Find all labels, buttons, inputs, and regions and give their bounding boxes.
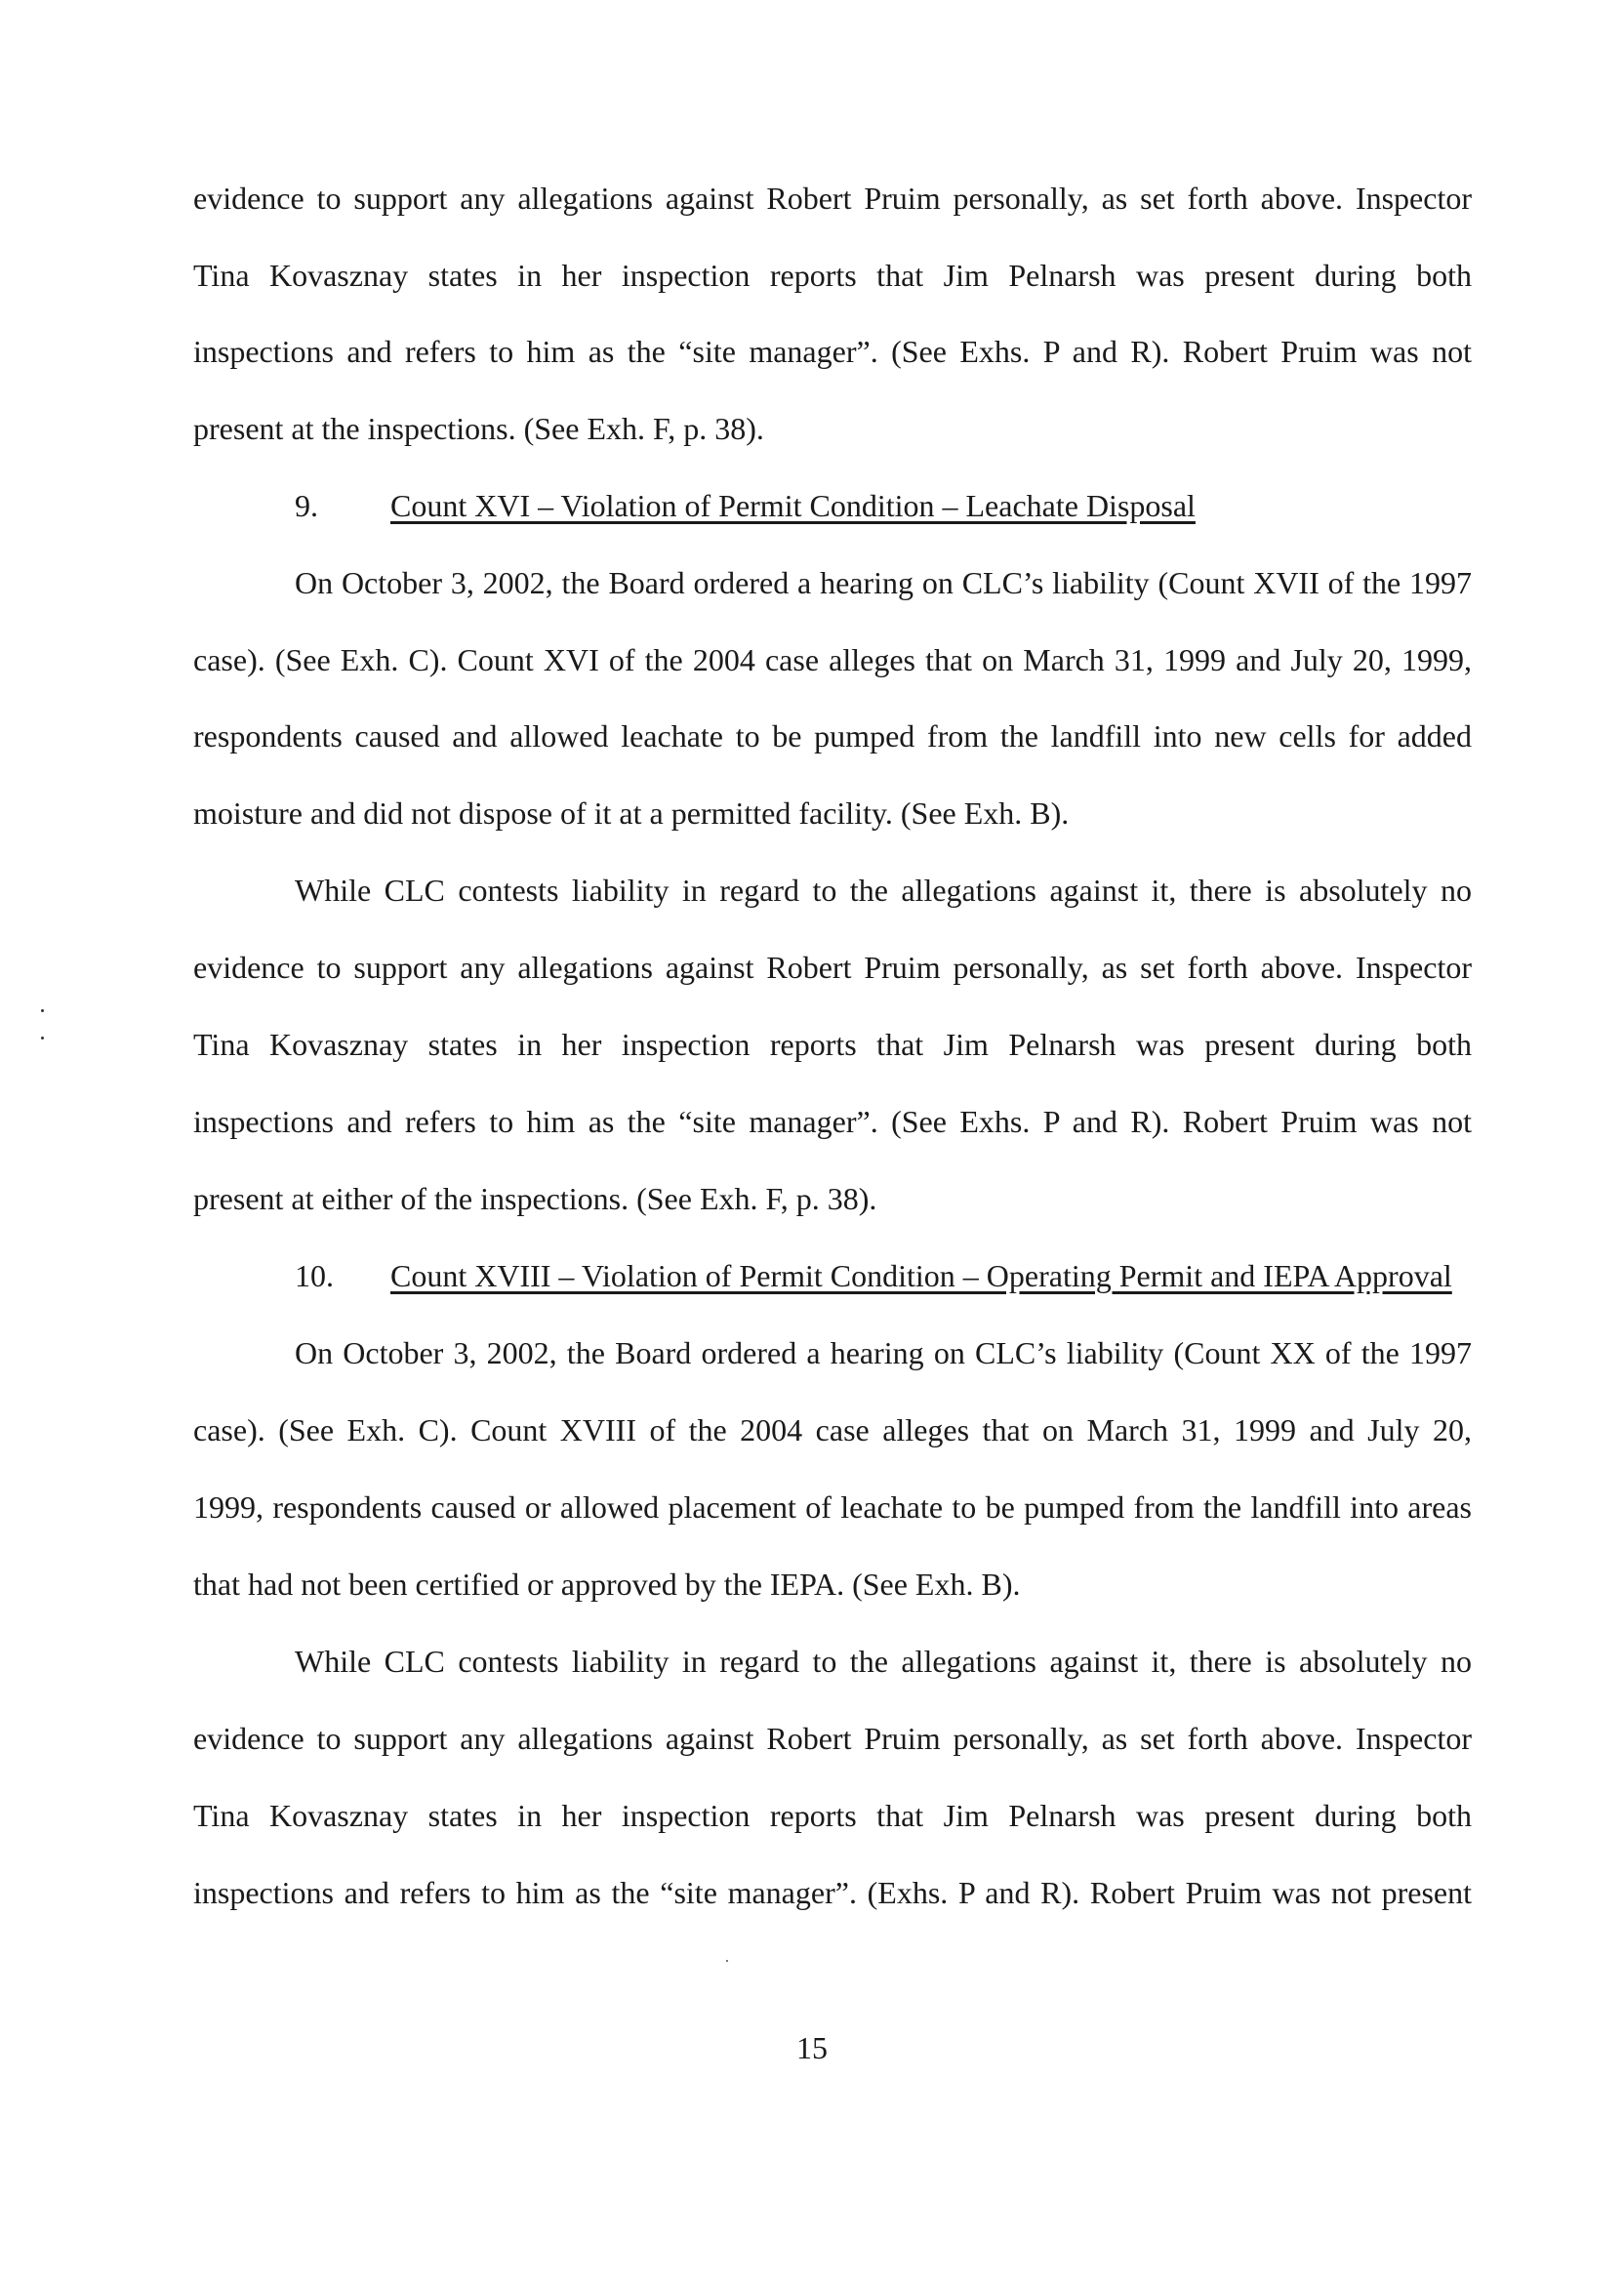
text-line: present at either of the inspections. (See Exh. F, p. 38). — [193, 1181, 877, 1216]
text-line: inspections and refers to him as the “site manager”. (See Exhs. P and R). Robert Pruim was not — [193, 1104, 1472, 1139]
text-line: inspections and refers to him as the “site manager”. (Exhs. P and R). Robert Pruim was not present — [193, 1875, 1472, 1910]
text-line: 1999, respondents caused or allowed placement of leachate to be pumped from the landfill into areas — [193, 1489, 1472, 1525]
page-number: 15 — [796, 2030, 828, 2065]
text-line: respondents caused and allowed leachate to be pumped from the landfill into new cells for added — [193, 718, 1472, 754]
text-line: evidence to support any allegations against Robert Pruim personally, as set forth above. Inspector — [193, 1721, 1472, 1756]
section-heading-9 — [295, 486, 1196, 525]
text-line: Tina Kovasznay states in her inspection reports that Jim Pelnarsh was present during both — [193, 1798, 1472, 1833]
text-line: Tina Kovasznay states in her inspection reports that Jim Pelnarsh was present during both — [193, 258, 1472, 293]
scan-speck — [726, 1960, 728, 1962]
heading-number: 9. — [295, 488, 318, 523]
text-line: case). (See Exh. C). Count XVIII of the 2004 case alleges that on March 31, 1999 and July 20, — [193, 1412, 1472, 1447]
text-line: While CLC contests liability in regard to the allegations against it, there is absolutely no — [295, 873, 1472, 908]
text-line: evidence to support any allegations against Robert Pruim personally, as set forth above. Inspector — [193, 950, 1472, 985]
section-heading-10 — [295, 1256, 1452, 1295]
heading-number: 10. — [295, 1258, 334, 1293]
text-line: evidence to support any allegations against Robert Pruim personally, as set forth above. Inspector — [193, 181, 1472, 216]
scan-mark — [41, 1009, 44, 1012]
text-line: While CLC contests liability in regard to the allegations against it, there is absolutely no — [295, 1644, 1472, 1679]
text-line: On October 3, 2002, the Board ordered a hearing on CLC’s liability (Count XX of the 1997 — [295, 1335, 1472, 1370]
text-line: present at the inspections. (See Exh. F, p. 38). — [193, 411, 764, 446]
text-line: that had not been certified or approved by the IEPA. (See Exh. B). — [193, 1567, 1021, 1602]
scan-mark — [41, 1037, 44, 1039]
text-line: case). (See Exh. C). Count XVI of the 2004 case alleges that on March 31, 1999 and July 20, 1999, — [193, 642, 1472, 677]
text-line: moisture and did not dispose of it at a permitted facility. (See Exh. B). — [193, 795, 1070, 831]
heading-title: Count XVI – Violation of Permit Condition – Leachate Disposal — [390, 488, 1196, 523]
text-line: Tina Kovasznay states in her inspection reports that Jim Pelnarsh was present during both — [193, 1027, 1472, 1062]
heading-title: Count XVIII – Violation of Permit Condition – Operating Permit and IEPA Approval — [390, 1258, 1452, 1293]
text-line: inspections and refers to him as the “site manager”. (See Exhs. P and R). Robert Pruim was not — [193, 334, 1472, 369]
text-line: On October 3, 2002, the Board ordered a hearing on CLC’s liability (Count XVII of the 1997 — [295, 565, 1472, 600]
